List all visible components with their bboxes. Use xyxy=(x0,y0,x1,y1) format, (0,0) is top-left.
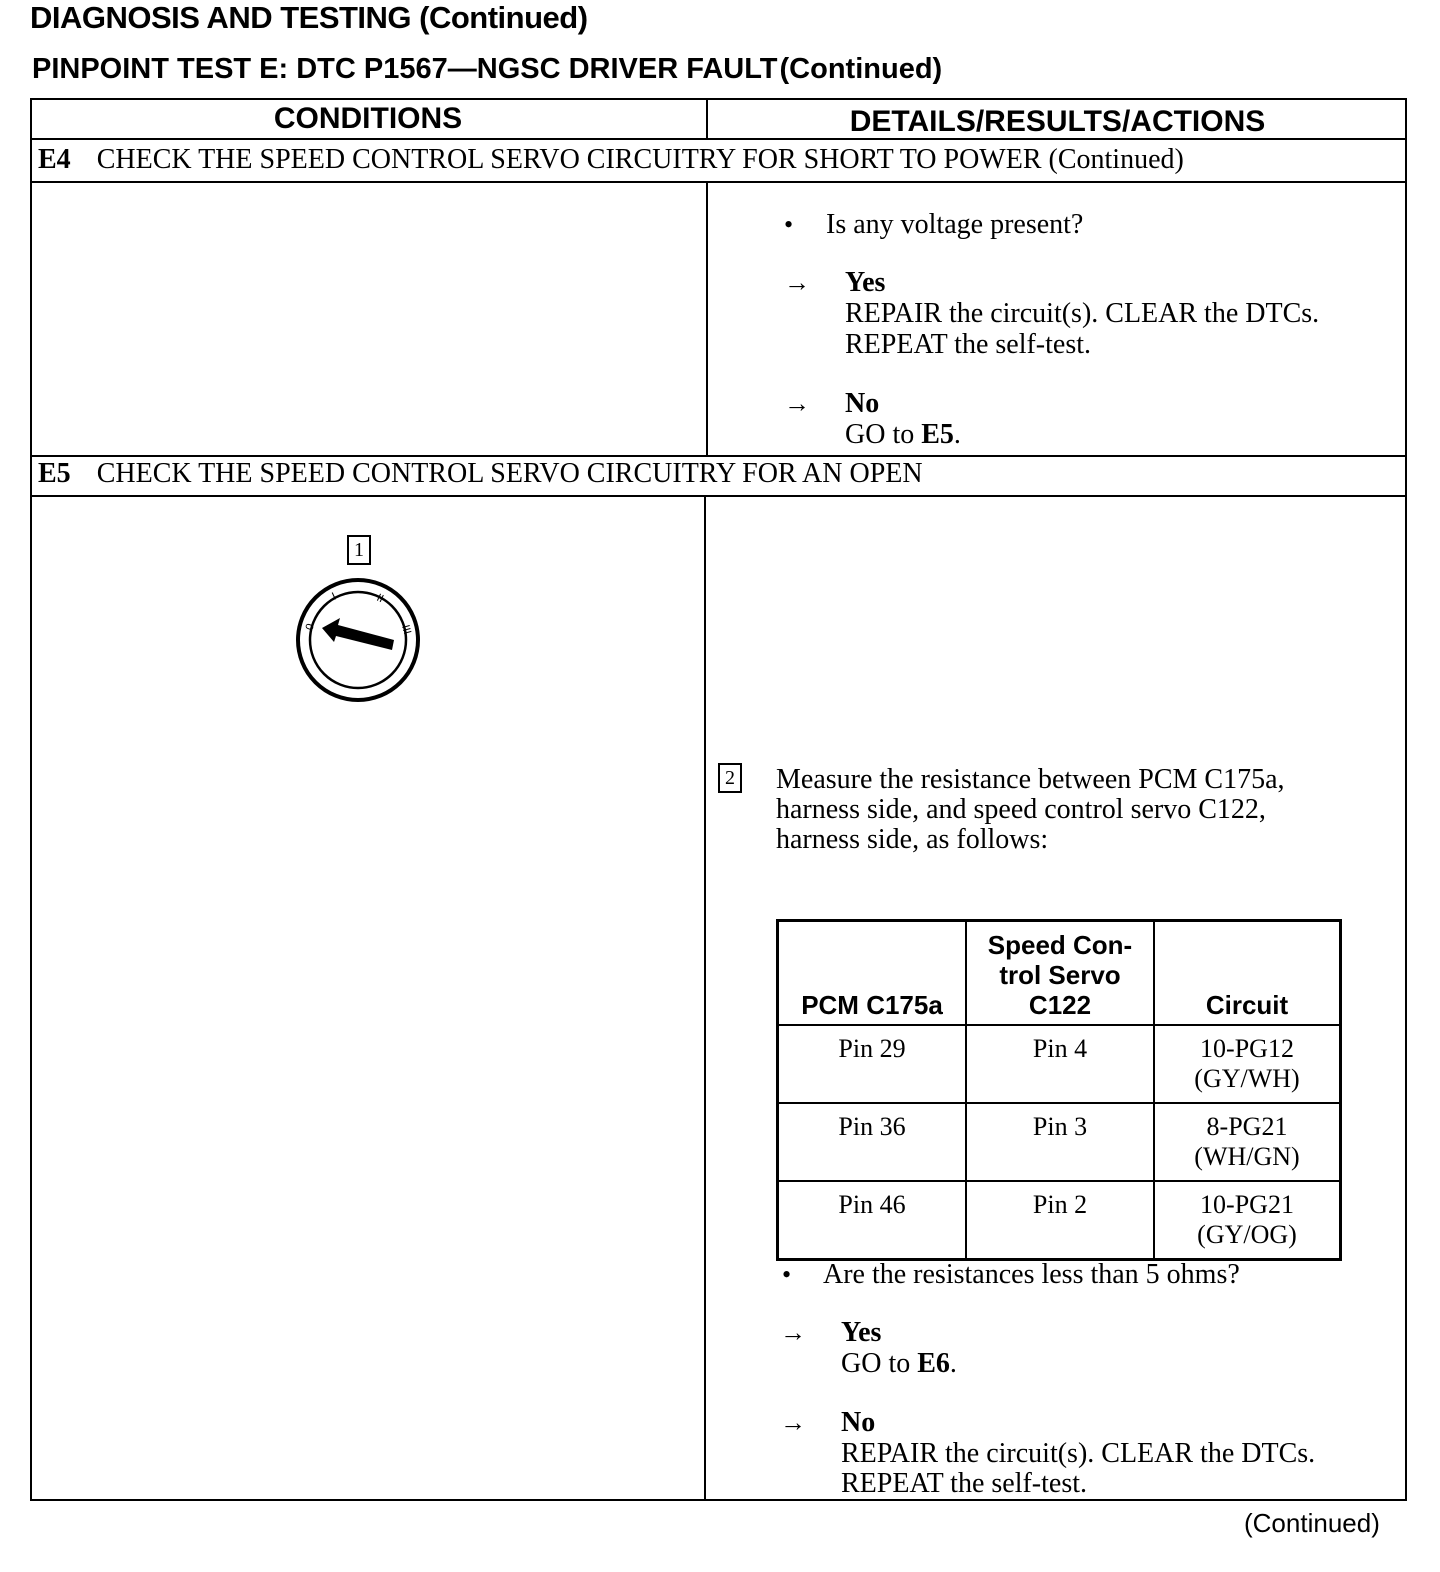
step-e4-title-text: CHECK THE SPEED CONTROL SERVO CIRCUITRY FOR SHORT TO POWER (Continued) xyxy=(96,144,1184,175)
callout-1: 1 xyxy=(347,535,371,565)
ignition-position-0: 0 xyxy=(303,622,317,633)
arrow-icon: → xyxy=(784,389,810,418)
e5-no-action-2: REPEAT the self-test. xyxy=(841,1468,1088,1499)
continued-footer: (Continued) xyxy=(1244,1508,1380,1538)
e5-question: Are the resistances less than 5 ohms? xyxy=(823,1259,1240,1290)
e4-no-label: No xyxy=(845,388,880,419)
cell-circuit-color: (WH/GN) xyxy=(1194,1142,1300,1171)
e5-yes-action-prefix: GO to xyxy=(841,1348,918,1379)
table-row xyxy=(778,1025,1341,1103)
e4-yes-action-2: REPEAT the self-test. xyxy=(845,329,1092,360)
ignition-position-1: I xyxy=(330,590,339,603)
ignition-position-2: II xyxy=(374,591,386,606)
arrow-icon: → xyxy=(784,268,810,297)
table-row xyxy=(778,1103,1341,1181)
page-title: DIAGNOSIS AND TESTING (Continued) xyxy=(30,0,588,35)
step-e4-id: E4 xyxy=(38,144,71,175)
e4-no-action xyxy=(845,420,961,450)
table-header-servo-3: C122 xyxy=(1028,990,1092,1020)
test-title-text: PINPOINT TEST E: DTC P1567—NGSC DRIVER FAULT xyxy=(32,53,778,85)
cell-pcm-pin: Pin 29 xyxy=(778,1025,967,1103)
divider xyxy=(30,495,1407,497)
e5-yes-label: Yes xyxy=(841,1317,882,1348)
cell-circuit-code: 10-PG12 xyxy=(1200,1034,1294,1063)
cell-circuit-code: 10-PG21 xyxy=(1200,1190,1294,1219)
test-title-continued: (Continued) xyxy=(779,53,943,85)
bullet: • xyxy=(782,1260,792,1289)
table-header-pcm: PCM C175a xyxy=(778,921,967,1026)
cell-pcm-pin: Pin 36 xyxy=(778,1103,967,1181)
e5-no-action-1: REPAIR the circuit(s). CLEAR the DTCs. xyxy=(841,1438,1316,1469)
cell-circuit-color: (GY/WH) xyxy=(1194,1064,1300,1093)
cell-servo-pin: Pin 2 xyxy=(966,1181,1154,1260)
e5-yes-action xyxy=(841,1349,957,1379)
cell-circuit xyxy=(1154,1181,1341,1260)
column-divider xyxy=(706,181,708,457)
step-e5-title-text: CHECK THE SPEED CONTROL SERVO CIRCUITRY FOR AN OPEN xyxy=(96,458,923,489)
e5-yes-action-suffix: . xyxy=(949,1348,957,1379)
cell-pcm-pin: Pin 46 xyxy=(778,1181,967,1260)
step-e5-title xyxy=(38,458,923,490)
table-header-servo xyxy=(966,921,1154,1026)
test-title xyxy=(32,53,942,86)
pin-resistance-table xyxy=(776,919,1342,1261)
bullet: • xyxy=(784,210,794,239)
arrow-icon: → xyxy=(780,1408,806,1437)
e4-no-action-suffix: . xyxy=(953,419,961,450)
ignition-key-arrow xyxy=(322,618,394,650)
e4-no-action-prefix: GO to xyxy=(845,419,922,450)
divider xyxy=(30,181,1407,183)
column-header-details: DETAILS/RESULTS/ACTIONS xyxy=(849,105,1266,138)
e4-yes-label: Yes xyxy=(845,267,886,298)
cell-circuit xyxy=(1154,1103,1341,1181)
e5-instruction-1: Measure the resistance between PCM C175a, xyxy=(776,764,1285,795)
cell-circuit xyxy=(1154,1025,1341,1103)
e5-no-label: No xyxy=(841,1407,876,1438)
cell-servo-pin: Pin 4 xyxy=(966,1025,1154,1103)
arrow-icon: → xyxy=(780,1318,806,1347)
column-header-conditions: CONDITIONS xyxy=(273,102,463,135)
e5-yes-action-target: E6 xyxy=(917,1348,950,1379)
callout-2: 2 xyxy=(718,763,742,793)
step-e5-id: E5 xyxy=(38,458,71,489)
table-header-servo-2: trol Servo xyxy=(999,960,1121,990)
e4-no-action-target: E5 xyxy=(921,419,954,450)
divider xyxy=(30,455,1407,457)
table-header-circuit: Circuit xyxy=(1154,921,1341,1026)
column-divider xyxy=(704,495,706,1501)
ignition-switch-off-icon xyxy=(290,578,430,708)
table-header-servo-1: Speed Con- xyxy=(987,930,1133,960)
e5-instruction-2: harness side, and speed control servo C122, xyxy=(776,794,1266,825)
ignition-position-3: III xyxy=(399,623,414,636)
cell-circuit-code: 8-PG21 xyxy=(1206,1112,1288,1141)
cell-servo-pin: Pin 3 xyxy=(966,1103,1154,1181)
cell-circuit-color: (GY/OG) xyxy=(1197,1220,1297,1249)
e4-yes-action-1: REPAIR the circuit(s). CLEAR the DTCs. xyxy=(845,298,1320,329)
table-header-row xyxy=(778,921,1341,1026)
e5-instruction-3: harness side, as follows: xyxy=(776,824,1049,855)
e4-question: Is any voltage present? xyxy=(826,209,1084,240)
step-e4-title xyxy=(38,144,1184,176)
table-row xyxy=(778,1181,1341,1260)
